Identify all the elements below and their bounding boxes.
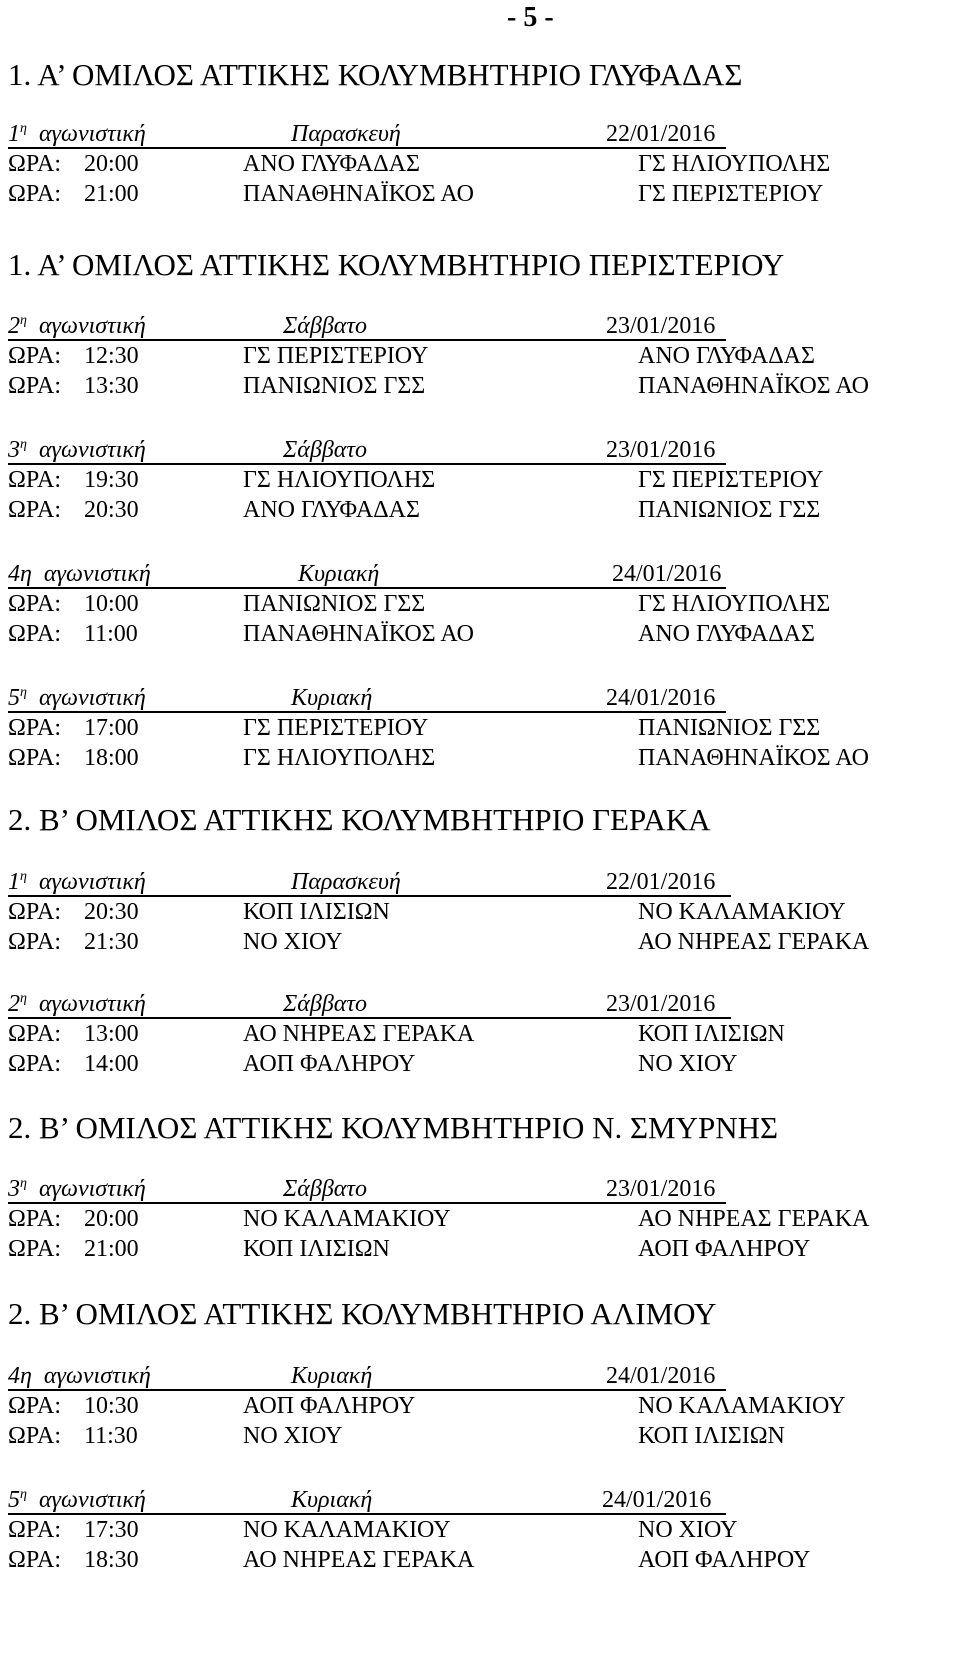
round-header (8, 1363, 768, 1395)
round-underline (8, 895, 731, 897)
round-number: 4η (8, 561, 32, 587)
home-team: ΑΟ ΝΗΡΕΑΣ ΓΕΡΑΚΑ (243, 1021, 475, 1047)
away-team: ΑΟΠ ΦΑΛΗΡΟΥ (638, 1547, 811, 1573)
round-header (8, 561, 768, 593)
round-header (8, 869, 768, 901)
round-label (8, 685, 146, 712)
home-team: ΓΣ ΗΛΙΟΥΠΟΛΗΣ (243, 467, 436, 493)
round-number: 5 (8, 1487, 20, 1513)
round-date: 22/01/2016 (606, 869, 716, 895)
round-word: αγωνιστική (26, 1487, 146, 1513)
away-team: ΓΣ ΗΛΙΟΥΠΟΛΗΣ (638, 591, 831, 617)
home-team: ΑΟΠ ΦΑΛΗΡΟΥ (243, 1393, 416, 1419)
time-label: ΩΡΑ: (8, 715, 62, 741)
away-team: ΑΝΟ ΓΛΥΦΑΔΑΣ (638, 621, 815, 647)
round-header (8, 685, 768, 717)
away-team: ΝΟ ΧΙΟΥ (638, 1051, 738, 1077)
home-team: ΓΣ ΠΕΡΙΣΤΕΡΙΟΥ (243, 343, 429, 369)
time-label: ΩΡΑ: (8, 181, 62, 207)
round-word: αγωνιστική (26, 991, 146, 1017)
round-word: αγωνιστική (26, 437, 146, 463)
round-day: Παρασκευή (291, 121, 401, 147)
away-team: ΚΟΠ ΙΛΙΣΙΩΝ (638, 1423, 785, 1449)
match-row (8, 467, 958, 497)
round-word: αγωνιστική (26, 313, 146, 339)
round-underline (8, 1513, 726, 1515)
round-day: Παρασκευή (291, 869, 401, 895)
match-time: 20:00 (84, 151, 139, 177)
time-label: ΩΡΑ: (8, 1236, 62, 1262)
round-label (8, 1363, 151, 1390)
time-label: ΩΡΑ: (8, 1423, 62, 1449)
home-team: ΓΣ ΠΕΡΙΣΤΕΡΙΟΥ (243, 715, 429, 741)
round-header (8, 313, 768, 345)
away-team: ΑΟ ΝΗΡΕΑΣ ΓΕΡΑΚΑ (638, 929, 870, 955)
round-date: 23/01/2016 (606, 991, 716, 1017)
home-team: ΚΟΠ ΙΛΙΣΙΩΝ (243, 1236, 390, 1262)
round-underline (8, 1389, 726, 1391)
match-row (8, 181, 958, 211)
round-day: Κυριακή (291, 685, 373, 711)
match-time: 13:00 (84, 1021, 139, 1047)
match-time: 18:30 (84, 1547, 139, 1573)
time-label: ΩΡΑ: (8, 151, 62, 177)
match-row (8, 373, 958, 403)
round-date: 24/01/2016 (612, 561, 722, 587)
round-label (8, 561, 151, 588)
round-ordinal-suffix: η (20, 991, 27, 1006)
home-team: ΠΑΝΙΩΝΙΟΣ ΓΣΣ (243, 591, 426, 617)
match-time: 20:30 (84, 899, 139, 925)
round-word: αγωνιστική (31, 561, 151, 587)
round-underline (8, 711, 726, 713)
round-word: αγωνιστική (31, 1363, 151, 1389)
time-label: ΩΡΑ: (8, 1051, 62, 1077)
section-heading: 1. Α’ ΟΜΙΛΟΣ ΑΤΤΙΚΗΣ ΚΟΛΥΜΒΗΤΗΡΙΟ ΠΕΡΙΣΤΕΡΙΟΥ (8, 247, 785, 282)
section-heading: 2. Β’ ΟΜΙΛΟΣ ΑΤΤΙΚΗΣ ΚΟΛΥΜΒΗΤΗΡΙΟ Ν. ΣΜΥΡΝΗΣ (8, 1110, 779, 1145)
round-word: αγωνιστική (26, 685, 146, 711)
section-heading: 2. Β’ ΟΜΙΛΟΣ ΑΤΤΙΚΗΣ ΚΟΛΥΜΒΗΤΗΡΙΟ ΑΛΙΜΟΥ (8, 1296, 717, 1331)
match-time: 13:30 (84, 373, 139, 399)
match-time: 21:00 (84, 181, 139, 207)
time-label: ΩΡΑ: (8, 929, 62, 955)
time-label: ΩΡΑ: (8, 497, 62, 523)
match-row (8, 1206, 958, 1236)
match-row (8, 1393, 958, 1423)
round-day: Σάββατο (283, 991, 367, 1017)
round-label (8, 869, 146, 896)
round-date: 24/01/2016 (602, 1487, 712, 1513)
home-team: ΑΟ ΝΗΡΕΑΣ ΓΕΡΑΚΑ (243, 1547, 475, 1573)
round-word: αγωνιστική (26, 121, 146, 147)
match-row (8, 1236, 958, 1266)
away-team: ΓΣ ΠΕΡΙΣΤΕΡΙΟΥ (638, 467, 824, 493)
round-header (8, 1176, 768, 1208)
home-team: ΝΟ ΚΑΛΑΜΑΚΙΟΥ (243, 1517, 451, 1543)
round-underline (8, 147, 726, 149)
time-label: ΩΡΑ: (8, 899, 62, 925)
match-row (8, 1547, 958, 1577)
round-header (8, 1487, 768, 1519)
round-word: αγωνιστική (26, 1176, 146, 1202)
round-ordinal-suffix: η (20, 1487, 27, 1502)
home-team: ΚΟΠ ΙΛΙΣΙΩΝ (243, 899, 390, 925)
round-number: 1 (8, 121, 20, 147)
match-row (8, 1051, 958, 1081)
time-label: ΩΡΑ: (8, 1206, 62, 1232)
match-row (8, 1021, 958, 1051)
match-row (8, 899, 958, 929)
match-time: 10:00 (84, 591, 139, 617)
home-team: ΝΟ ΧΙΟΥ (243, 1423, 343, 1449)
round-date: 24/01/2016 (606, 1363, 716, 1389)
match-time: 12:30 (84, 343, 139, 369)
match-row (8, 497, 958, 527)
round-number: 1 (8, 869, 20, 895)
round-number: 3 (8, 437, 20, 463)
round-label (8, 313, 146, 340)
away-team: ΑΟ ΝΗΡΕΑΣ ΓΕΡΑΚΑ (638, 1206, 870, 1232)
home-team: ΝΟ ΧΙΟΥ (243, 929, 343, 955)
page-number: - 5 - (507, 2, 554, 33)
round-word: αγωνιστική (26, 869, 146, 895)
time-label: ΩΡΑ: (8, 591, 62, 617)
round-ordinal-suffix: η (20, 313, 27, 328)
round-underline (8, 463, 726, 465)
match-time: 11:30 (84, 1423, 138, 1449)
round-underline (8, 1017, 731, 1019)
section-heading: 1. Α’ ΟΜΙΛΟΣ ΑΤΤΙΚΗΣ ΚΟΛΥΜΒΗΤΗΡΙΟ ΓΛΥΦΑΔΑΣ (8, 57, 743, 92)
home-team: ΑΝΟ ΓΛΥΦΑΔΑΣ (243, 151, 420, 177)
match-time: 18:00 (84, 745, 139, 771)
round-date: 24/01/2016 (606, 685, 716, 711)
round-number: 2 (8, 991, 20, 1017)
away-team: ΝΟ ΚΑΛΑΜΑΚΙΟΥ (638, 899, 846, 925)
round-label (8, 121, 146, 148)
match-time: 14:00 (84, 1051, 139, 1077)
away-team: ΠΑΝΙΩΝΙΟΣ ΓΣΣ (638, 497, 821, 523)
round-ordinal-suffix: η (20, 121, 27, 136)
match-time: 17:00 (84, 715, 139, 741)
match-row (8, 1423, 958, 1453)
time-label: ΩΡΑ: (8, 745, 62, 771)
round-date: 23/01/2016 (606, 1176, 716, 1202)
away-team: ΓΣ ΠΕΡΙΣΤΕΡΙΟΥ (638, 181, 824, 207)
away-team: ΑΝΟ ΓΛΥΦΑΔΑΣ (638, 343, 815, 369)
match-row (8, 929, 958, 959)
round-number: 5 (8, 685, 20, 711)
match-row (8, 745, 958, 775)
round-underline (8, 339, 726, 341)
home-team: ΑΟΠ ΦΑΛΗΡΟΥ (243, 1051, 416, 1077)
match-row (8, 1517, 958, 1547)
match-row (8, 715, 958, 745)
round-ordinal-suffix: η (20, 437, 27, 452)
match-row (8, 621, 958, 651)
time-label: ΩΡΑ: (8, 1517, 62, 1543)
round-label (8, 1176, 146, 1203)
match-row (8, 591, 958, 621)
time-label: ΩΡΑ: (8, 1547, 62, 1573)
away-team: ΑΟΠ ΦΑΛΗΡΟΥ (638, 1236, 811, 1262)
away-team: ΠΑΝΑΘΗΝΑΪΚΟΣ ΑΟ (638, 373, 869, 399)
away-team: ΠΑΝΙΩΝΙΟΣ ΓΣΣ (638, 715, 821, 741)
match-time: 11:00 (84, 621, 138, 647)
match-row (8, 151, 958, 181)
match-time: 20:30 (84, 497, 139, 523)
round-day: Σάββατο (283, 313, 367, 339)
home-team: ΠΑΝΑΘΗΝΑΪΚΟΣ ΑΟ (243, 621, 474, 647)
match-time: 20:00 (84, 1206, 139, 1232)
match-time: 19:30 (84, 467, 139, 493)
match-time: 17:30 (84, 1517, 139, 1543)
round-ordinal-suffix: η (20, 685, 27, 700)
round-ordinal-suffix: η (20, 869, 27, 884)
round-header (8, 121, 768, 153)
home-team: ΑΝΟ ΓΛΥΦΑΔΑΣ (243, 497, 420, 523)
match-row (8, 343, 958, 373)
round-day: Κυριακή (298, 561, 380, 587)
round-number: 2 (8, 313, 20, 339)
round-ordinal-suffix: η (20, 1176, 27, 1191)
home-team: ΠΑΝΑΘΗΝΑΪΚΟΣ ΑΟ (243, 181, 474, 207)
home-team: ΠΑΝΙΩΝΙΟΣ ΓΣΣ (243, 373, 426, 399)
round-header (8, 991, 768, 1023)
round-date: 22/01/2016 (606, 121, 716, 147)
round-label (8, 991, 146, 1018)
round-number: 3 (8, 1176, 20, 1202)
away-team: ΠΑΝΑΘΗΝΑΪΚΟΣ ΑΟ (638, 745, 869, 771)
away-team: ΝΟ ΚΑΛΑΜΑΚΙΟΥ (638, 1393, 846, 1419)
round-underline (8, 1202, 726, 1204)
round-header (8, 437, 768, 469)
round-underline (8, 587, 726, 589)
time-label: ΩΡΑ: (8, 343, 62, 369)
round-date: 23/01/2016 (606, 437, 716, 463)
round-number: 4η (8, 1363, 32, 1389)
away-team: ΚΟΠ ΙΛΙΣΙΩΝ (638, 1021, 785, 1047)
time-label: ΩΡΑ: (8, 621, 62, 647)
round-label (8, 1487, 146, 1514)
round-day: Κυριακή (291, 1487, 373, 1513)
section-heading: 2. Β’ ΟΜΙΛΟΣ ΑΤΤΙΚΗΣ ΚΟΛΥΜΒΗΤΗΡΙΟ ΓΕΡΑΚΑ (8, 802, 711, 837)
match-time: 10:30 (84, 1393, 139, 1419)
round-date: 23/01/2016 (606, 313, 716, 339)
match-time: 21:30 (84, 929, 139, 955)
match-time: 21:00 (84, 1236, 139, 1262)
away-team: ΓΣ ΗΛΙΟΥΠΟΛΗΣ (638, 151, 831, 177)
time-label: ΩΡΑ: (8, 1393, 62, 1419)
away-team: ΝΟ ΧΙΟΥ (638, 1517, 738, 1543)
home-team: ΝΟ ΚΑΛΑΜΑΚΙΟΥ (243, 1206, 451, 1232)
round-day: Σάββατο (283, 437, 367, 463)
round-label (8, 437, 146, 464)
time-label: ΩΡΑ: (8, 373, 62, 399)
round-day: Κυριακή (291, 1363, 373, 1389)
home-team: ΓΣ ΗΛΙΟΥΠΟΛΗΣ (243, 745, 436, 771)
time-label: ΩΡΑ: (8, 467, 62, 493)
time-label: ΩΡΑ: (8, 1021, 62, 1047)
round-day: Σάββατο (283, 1176, 367, 1202)
